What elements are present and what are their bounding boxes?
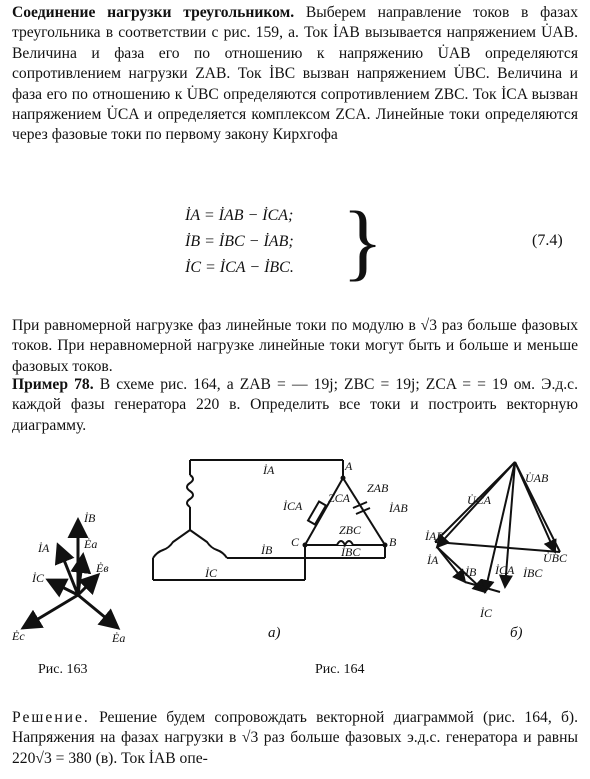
formula-line: İA = İAB − İCA;: [185, 207, 294, 224]
fig164a-label: B: [389, 535, 397, 549]
fig164b-label: İB: [465, 565, 477, 579]
fig164b-label: İAB: [425, 529, 444, 543]
solution-text: Решение будем сопровождать векторной диаграммой (рис. 164, б). Напряжения на фазах нагрузки в √3 раз больше фазовых э.д.с. генератора и равны 220√3 = 380 (в). Ток İAB опе-: [12, 709, 578, 767]
paragraph-solution: [12, 708, 578, 769]
fig164a-label: İC: [205, 566, 217, 580]
fig163-label: Ėc: [12, 629, 25, 643]
fig164a-label: İA: [263, 463, 275, 477]
formula-line: İC = İCA − İBC.: [185, 259, 294, 276]
fig164a-label: ZAB: [367, 481, 389, 495]
fig163-label: Ėа: [112, 631, 126, 645]
figure-164b-vector-diagram: [425, 452, 585, 632]
fig164b-label: U̇BC: [543, 551, 567, 565]
paragraph-text: Выберем направление токов в фазах треугольника в соответствии с рис. 159, а. Ток İAB вызывается напряжением U̇AB. Величина и фаза его по отношению к напряжению U̇AB определяются сопротивлением нагрузки ZAB. Ток İBC вызван напряжением U̇BC. Величина и фаза его по отношению к U̇BC определяются сопротивлением ZBC. Ток İCA вызван напряжением U̇CA и определяется комплексом ZCA. Линейные токи определяются через фазовые токи по первому закону Кирхгофа: [12, 4, 578, 144]
fig163-label: İB: [84, 511, 96, 525]
equation-number: (7.4): [532, 232, 563, 249]
paragraph-delta-connection: [12, 3, 578, 146]
fig164a-label: İAB: [389, 501, 408, 515]
figure-163-caption: Рис. 163: [38, 662, 88, 677]
figure-163: [8, 500, 128, 650]
fig163-label: Ėв: [96, 561, 109, 575]
example-label: Пример 78.: [12, 376, 94, 393]
figure-164a-label: а): [268, 625, 281, 641]
fig164b-label: U̇CA: [467, 493, 491, 507]
figure-164-caption: Рис. 164: [315, 662, 365, 677]
fig164a-label: ZCA: [328, 491, 351, 505]
paragraph-example: [12, 375, 578, 436]
example-text: В схеме рис. 164, а ZAB = — 19j; ZBC = 19j; ZCA = = 19 ом. Э.д.с. каждой фазы генератора 220 в. Определить все токи и построить векторную диаграмму.: [12, 376, 578, 434]
fig164a-label: ZBC: [339, 523, 362, 537]
fig164a-label: A: [345, 459, 353, 473]
fig164b-label: İC: [480, 606, 492, 620]
formula-brace: }: [342, 193, 384, 289]
fig163-label: Ėa: [84, 537, 98, 551]
fig164b-label: İCA: [495, 563, 515, 577]
fig164b-label: İBC: [523, 566, 543, 580]
fig164a-label: İB: [261, 543, 273, 557]
paragraph-uniform-load: При равномерной нагрузке фаз линейные токи по модулю в √3 раз больше фазовых токов. При неравномерной нагрузке линейные токи могут быть и больше и меньше фазовых токов.: [12, 317, 578, 375]
fig164a-label: İCA: [283, 499, 303, 513]
fig163-label: İA: [38, 541, 50, 555]
formula-line: İB = İBC − İAB;: [185, 233, 294, 250]
fig164b-label: U̇AB: [525, 471, 549, 485]
figure-164b-label: б): [510, 625, 523, 641]
solution-label: Решение.: [12, 709, 90, 726]
figure-164a-circuit: [145, 450, 415, 595]
fig163-label: İC: [32, 571, 44, 585]
section-heading: Соединение нагрузки треугольником.: [12, 4, 295, 21]
fig164a-label: İBC: [341, 545, 361, 559]
fig164b-label: İA: [427, 553, 439, 567]
fig164a-label: C: [291, 535, 300, 549]
